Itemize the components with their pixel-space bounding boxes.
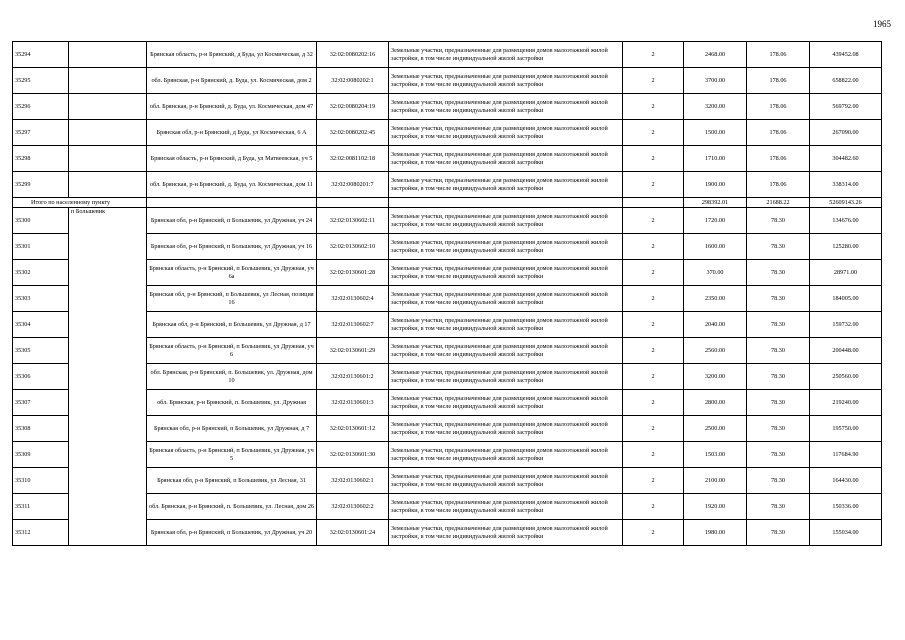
- cadastral-value-cell: 125280.00: [810, 234, 882, 260]
- rate-cell: 78.30: [747, 442, 810, 468]
- rate-cell: 78.30: [747, 390, 810, 416]
- row-number: 35300: [13, 208, 69, 234]
- land-use-cell: Земельные участки, предназначенные для размещения домов малоэтажной жилой застройки, в том числе индивидуальной жилой застройки: [389, 286, 623, 312]
- rate-cell: 78.30: [747, 312, 810, 338]
- row-number: 35310: [13, 468, 69, 494]
- row-number: 35302: [13, 260, 69, 286]
- row-number: 35299: [13, 172, 69, 198]
- row-number: 35308: [13, 416, 69, 442]
- total-body: [13, 198, 882, 208]
- cadastral-value-cell: 250560.00: [810, 364, 882, 390]
- rate-cell: 78.30: [747, 416, 810, 442]
- area-cell: 1503.00: [684, 442, 747, 468]
- area-cell: 2350.00: [684, 286, 747, 312]
- land-use-cell: Земельные участки, предназначенные для размещения домов малоэтажной жилой застройки, в том числе индивидуальной жилой застройки: [389, 416, 623, 442]
- land-registry-table: [12, 41, 882, 546]
- group-cell: 2: [623, 260, 684, 286]
- address-cell: обл. Брянская, р-н Брянский, д. Буда, ул. Космическая, дом 2: [147, 68, 317, 94]
- cadastral-number-cell: 32:02:0130602:11: [317, 208, 389, 234]
- cadastral-number-cell: 32:02:0080201:7: [317, 172, 389, 198]
- cadastral-value-cell: 658822.00: [810, 68, 882, 94]
- group-cell: 2: [623, 286, 684, 312]
- table-row: [13, 94, 882, 120]
- area-cell: 1920.00: [684, 494, 747, 520]
- cadastral-number-cell: 32:02:0130601:24: [317, 520, 389, 546]
- settlement-total-rate: 21688.22: [747, 198, 810, 208]
- rate-cell: 178.06: [747, 94, 810, 120]
- land-use-cell: Земельные участки, предназначенные для размещения домов малоэтажной жилой застройки, в том числе индивидуальной жилой застройки: [389, 42, 623, 68]
- settlement-total-label: Итого по населенному пункту: [13, 198, 147, 208]
- group-cell: 2: [623, 364, 684, 390]
- address-cell: Брянская обл, р-н Брянский, п Большевик, ул Дружная, уч 20: [147, 520, 317, 546]
- land-use-cell: Земельные участки, предназначенные для размещения домов малоэтажной жилой застройки, в том числе индивидуальной жилой застройки: [389, 172, 623, 198]
- cadastral-value-cell: 134676.00: [810, 208, 882, 234]
- address-cell: Брянская область, р-н Брянский, д Буда, ул Космическая, д 32: [147, 42, 317, 68]
- area-cell: 1600.00: [684, 234, 747, 260]
- row-number: 35309: [13, 442, 69, 468]
- area-cell: 2040.00: [684, 312, 747, 338]
- group-cell: 2: [623, 68, 684, 94]
- address-cell: обл. Брянская, р-н Брянский, д. Буда, ул. Космическая, дом 11: [147, 172, 317, 198]
- rate-cell: 78.30: [747, 364, 810, 390]
- group-cell: 2: [623, 468, 684, 494]
- land-use-cell: Земельные участки, предназначенные для размещения домов малоэтажной жилой застройки, в том числе индивидуальной жилой застройки: [389, 68, 623, 94]
- address-cell: обл. Брянская, р-н Брянский, п. Большевик, ул. Дружная: [147, 390, 317, 416]
- settlement-cell: [69, 42, 147, 68]
- rows-before-body: [13, 42, 882, 198]
- rate-cell: 78.30: [747, 234, 810, 260]
- cadastral-number-cell: 32:02:0130602:1: [317, 468, 389, 494]
- land-use-cell: Земельные участки, предназначенные для размещения домов малоэтажной жилой застройки, в том числе индивидуальной жилой застройки: [389, 260, 623, 286]
- rate-cell: 78.30: [747, 520, 810, 546]
- rate-cell: 78.30: [747, 468, 810, 494]
- cadastral-value-cell: 159732.00: [810, 312, 882, 338]
- group-cell: 2: [623, 494, 684, 520]
- cadastral-value-cell: 184005.00: [810, 286, 882, 312]
- row-number: 35304: [13, 312, 69, 338]
- area-cell: 2500.00: [684, 416, 747, 442]
- row-number: 35312: [13, 520, 69, 546]
- group-cell: 2: [623, 234, 684, 260]
- area-cell: 2800.00: [684, 390, 747, 416]
- land-use-cell: Земельные участки, предназначенные для размещения домов малоэтажной жилой застройки, в том числе индивидуальной жилой застройки: [389, 494, 623, 520]
- rows-after-body: [13, 208, 882, 546]
- cadastral-value-cell: 267090.00: [810, 120, 882, 146]
- row-number: 35305: [13, 338, 69, 364]
- rate-cell: 78.30: [747, 208, 810, 234]
- address-cell: обл. Брянская, р-н Брянский, п. Большевик, ул. Лесная, дом 26: [147, 494, 317, 520]
- area-cell: 2560.00: [684, 338, 747, 364]
- group-cell: 2: [623, 338, 684, 364]
- address-cell: Брянская обл, р-н Брянский, п Большевик, ул Лесная, позиция 16: [147, 286, 317, 312]
- cadastral-number-cell: 32:02:0080202:45: [317, 120, 389, 146]
- address-cell: Брянская обл, р-н Брянский, п Большевик, ул Дружная, уч 24: [147, 208, 317, 234]
- settlement-cell: [69, 172, 147, 198]
- area-cell: 1900.00: [684, 172, 747, 198]
- cadastral-number-cell: 32:02:0130602:10: [317, 234, 389, 260]
- land-use-cell: Земельные участки, предназначенные для размещения домов малоэтажной жилой застройки, в том числе индивидуальной жилой застройки: [389, 120, 623, 146]
- area-cell: 1720.00: [684, 208, 747, 234]
- area-cell: 1500.00: [684, 120, 747, 146]
- address-cell: Брянская область, р-н Брянский, д Буда, ул Матвеевская, уч 5: [147, 146, 317, 172]
- address-cell: Брянская область, р-н Брянский, п Большевик, ул Дружная, уч 5: [147, 442, 317, 468]
- rate-cell: 78.30: [747, 286, 810, 312]
- area-cell: 3200.00: [684, 94, 747, 120]
- cadastral-value-cell: 338314.00: [810, 172, 882, 198]
- row-number: 35311: [13, 494, 69, 520]
- land-use-cell: Земельные участки, предназначенные для размещения домов малоэтажной жилой застройки, в том числе индивидуальной жилой застройки: [389, 338, 623, 364]
- address-cell: Брянская обл, р-н Брянский, п Большевик, ул Дружная, уч 16: [147, 234, 317, 260]
- land-use-cell: Земельные участки, предназначенные для размещения домов малоэтажной жилой застройки, в том числе индивидуальной жилой застройки: [389, 234, 623, 260]
- area-cell: 370.00: [684, 260, 747, 286]
- cadastral-number-cell: 32:02:0081102:18: [317, 146, 389, 172]
- cadastral-number-cell: 32:02:0080202:1: [317, 68, 389, 94]
- settlement-cell: [69, 146, 147, 172]
- cadastral-value-cell: 155034.00: [810, 520, 882, 546]
- row-number: 35297: [13, 120, 69, 146]
- address-cell: Брянская обл, р-н Брянский, п Большевик, ул Дружная, д 7: [147, 416, 317, 442]
- settlement-total-row: [13, 198, 882, 208]
- address-cell: Брянская обл, р-н Брянский, д Буда, ул Космическая, 6 А: [147, 120, 317, 146]
- address-cell: Брянская обл, р-н Брянский, п Большевик, ул Дружная, д 17: [147, 312, 317, 338]
- group-cell: 2: [623, 172, 684, 198]
- row-number: 35307: [13, 390, 69, 416]
- rate-cell: 178.06: [747, 68, 810, 94]
- cadastral-value-cell: 28971.00: [810, 260, 882, 286]
- cadastral-number-cell: 32:02:0130602:2: [317, 494, 389, 520]
- land-use-cell: Земельные участки, предназначенные для размещения домов малоэтажной жилой застройки, в том числе индивидуальной жилой застройки: [389, 94, 623, 120]
- land-use-cell: Земельные участки, предназначенные для размещения домов малоэтажной жилой застройки, в том числе индивидуальной жилой застройки: [389, 364, 623, 390]
- group-cell: 2: [623, 442, 684, 468]
- land-use-cell: Земельные участки, предназначенные для размещения домов малоэтажной жилой застройки, в том числе индивидуальной жилой застройки: [389, 146, 623, 172]
- area-cell: 2468.00: [684, 42, 747, 68]
- group-cell: 2: [623, 416, 684, 442]
- land-use-cell: Земельные участки, предназначенные для размещения домов малоэтажной жилой застройки, в том числе индивидуальной жилой застройки: [389, 468, 623, 494]
- area-cell: 2100.00: [684, 468, 747, 494]
- row-number: 35306: [13, 364, 69, 390]
- settlement-name: п Большевик: [69, 208, 147, 546]
- row-number: 35295: [13, 68, 69, 94]
- land-use-cell: Земельные участки, предназначенные для размещения домов малоэтажной жилой застройки, в том числе индивидуальной жилой застройки: [389, 312, 623, 338]
- cadastral-value-cell: 569792.00: [810, 94, 882, 120]
- area-cell: 1710.00: [684, 146, 747, 172]
- land-use-cell: Земельные участки, предназначенные для размещения домов малоэтажной жилой застройки, в том числе индивидуальной жилой застройки: [389, 208, 623, 234]
- table-row: [13, 146, 882, 172]
- cadastral-value-cell: 195750.00: [810, 416, 882, 442]
- cadastral-number-cell: 32:02:0130601:2: [317, 364, 389, 390]
- cadastral-value-cell: 304482.60: [810, 146, 882, 172]
- cadastral-number-cell: 32:02:0130601:3: [317, 390, 389, 416]
- group-cell: 2: [623, 312, 684, 338]
- group-cell: 2: [623, 390, 684, 416]
- group-cell: 2: [623, 146, 684, 172]
- land-use-cell: Земельные участки, предназначенные для размещения домов малоэтажной жилой застройки, в том числе индивидуальной жилой застройки: [389, 520, 623, 546]
- land-use-cell: Земельные участки, предназначенные для размещения домов малоэтажной жилой застройки, в том числе индивидуальной жилой застройки: [389, 442, 623, 468]
- cadastral-value-cell: 439452.08: [810, 42, 882, 68]
- page-number: 1965: [873, 19, 891, 29]
- cadastral-number-cell: 32:02:0130602:7: [317, 312, 389, 338]
- row-number: 35294: [13, 42, 69, 68]
- row-number: 35301: [13, 234, 69, 260]
- table-row: [13, 68, 882, 94]
- settlement-cell: [69, 94, 147, 120]
- cadastral-value-cell: 219240.00: [810, 390, 882, 416]
- table-row: [13, 42, 882, 68]
- rate-cell: 178.06: [747, 42, 810, 68]
- group-cell: 2: [623, 42, 684, 68]
- table-row: [13, 120, 882, 146]
- settlement-total-area: 298392.01: [684, 198, 747, 208]
- cadastral-number-cell: 32:02:0130601:30: [317, 442, 389, 468]
- address-cell: Брянская область, р-н Брянский, п Большевик, ул Дружная, уч 6: [147, 338, 317, 364]
- rate-cell: 178.06: [747, 146, 810, 172]
- row-number: 35303: [13, 286, 69, 312]
- settlement-cell: [69, 120, 147, 146]
- row-number: 35298: [13, 146, 69, 172]
- cadastral-number-cell: 32:02:0080204:19: [317, 94, 389, 120]
- settlement-cell: [69, 68, 147, 94]
- cadastral-value-cell: 117684.90: [810, 442, 882, 468]
- rate-cell: 178.06: [747, 172, 810, 198]
- area-cell: 1980.00: [684, 520, 747, 546]
- address-cell: обл. Брянская, р-н Брянский, п. Большевик, ул. Дружная, дом 10: [147, 364, 317, 390]
- cadastral-number-cell: 32:02:0130602:4: [317, 286, 389, 312]
- group-cell: 2: [623, 120, 684, 146]
- cadastral-value-cell: 164430.00: [810, 468, 882, 494]
- rate-cell: 78.30: [747, 260, 810, 286]
- rate-cell: 78.30: [747, 494, 810, 520]
- cadastral-number-cell: 32:02:0130601:28: [317, 260, 389, 286]
- area-cell: 3200.00: [684, 364, 747, 390]
- address-cell: обл. Брянская, р-н Брянский, д. Буда, ул. Космическая, дом 47: [147, 94, 317, 120]
- table-row: [13, 172, 882, 198]
- group-cell: 2: [623, 94, 684, 120]
- rate-cell: 78.30: [747, 338, 810, 364]
- cadastral-number-cell: 32:02:0130601:12: [317, 416, 389, 442]
- land-use-cell: Земельные участки, предназначенные для размещения домов малоэтажной жилой застройки, в том числе индивидуальной жилой застройки: [389, 390, 623, 416]
- address-cell: Брянская обл, р-н Брянский, п Большевик, ул Лесная, 31: [147, 468, 317, 494]
- group-cell: 2: [623, 520, 684, 546]
- cadastral-value-cell: 150336.00: [810, 494, 882, 520]
- address-cell: Брянская область, р-н Брянский, п Большевик, ул Дружная, уч 6а: [147, 260, 317, 286]
- area-cell: 3700.00: [684, 68, 747, 94]
- cadastral-number-cell: 32:02:0130601:29: [317, 338, 389, 364]
- cadastral-value-cell: 200448.00: [810, 338, 882, 364]
- rate-cell: 178.06: [747, 120, 810, 146]
- table-row: [13, 208, 882, 234]
- settlement-total-value: 52609143.26: [810, 198, 882, 208]
- group-cell: 2: [623, 208, 684, 234]
- row-number: 35296: [13, 94, 69, 120]
- cadastral-number-cell: 32:02:0080202:16: [317, 42, 389, 68]
